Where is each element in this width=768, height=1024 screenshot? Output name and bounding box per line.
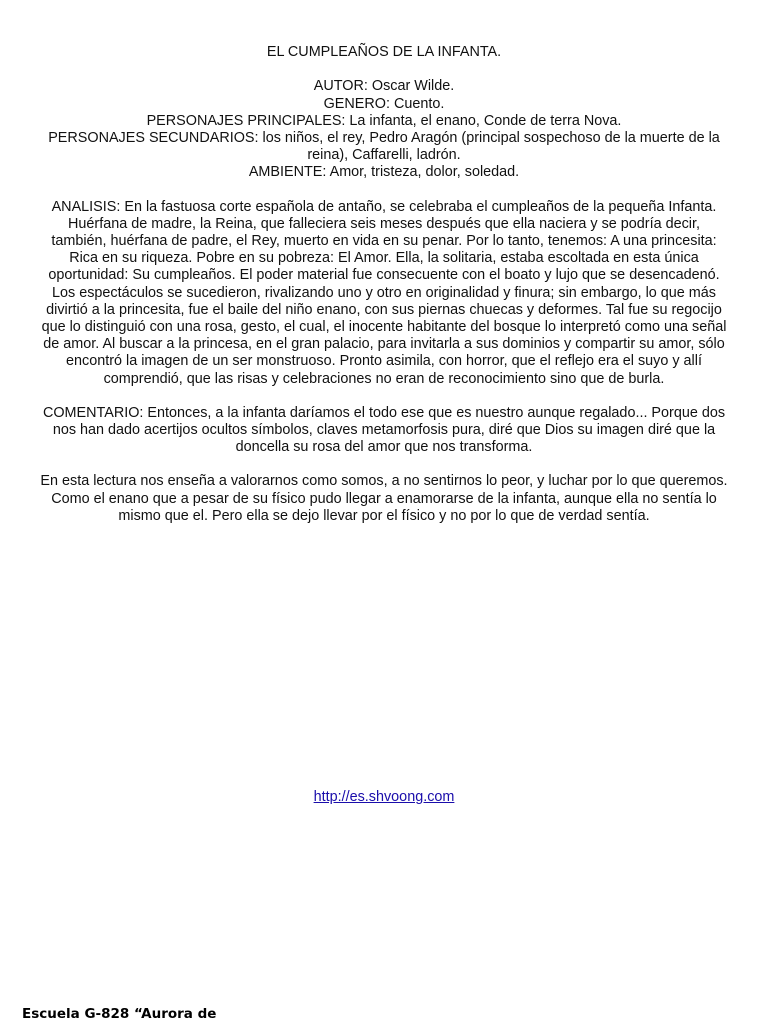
meta-author: AUTOR: Oscar Wilde. [313,78,455,95]
reflection-paragraph: En esta lectura nos enseña a valorarnos como somos, a no sentirnos lo peor, y luchar por lo que queremos. Como el enano que a pesar de su físico pudo llegar a enamorarse de la infanta, aunque ella no sentía lo mismo que el. Pero ella se dejo llevar por el físico y no por lo que de verdad sentía. [40,473,728,524]
comment-paragraph: COMENTARIO: Entonces, a la infanta daríamos el todo ese que es nuestro aunque regalado... Porque dos nos han dado acertijos ocultos símbolos, claves metamorfosis pura, diré que Dios su imagen diré que la doncella su rosa del amor que nos transforma. [42,404,726,456]
meta-genre: GENERO: Cuento. [323,95,445,112]
footer-school-name: Escuela G-828 “Aurora de [22,1006,217,1022]
document-title: EL CUMPLEAÑOS DE LA INFANTA. [266,44,502,60]
meta-setting: AMBIENTE: Amor, tristeza, dolor, soledad. [248,164,520,181]
source-link[interactable]: http://es.shvoong.com [313,789,455,805]
analysis-paragraph: ANALISIS: En la fastuosa corte española de antaño, se celebraba el cumpleaños de la pequeña Infanta. Huérfana de madre, la Reina, que falleciera seis meses después que ella naciera y se podría decir, también, huérfana de padre, el Rey, muerto en vida en su penar. Por lo tanto, tenemos: A una princesita: Rica en su riqueza. Pobre en su pobreza: El Amor. Ella, la solitaria, estaba escoltada en esta única oportunidad: Su cumpleaños. El poder material fue consecuente con el boato y lujo que se desencadenó. Los espectáculos se sucedieron, rivalizando uno y otro en originalidad y finura; sin embargo, lo que más divirtió a la princesita, fue el baile del niño enano, con sus piernas chuecas y deformes. Tal fue su regocijo que lo distinguió con una rosa, gesto, el cual, el inocente habitante del bosque lo interpretó como una señal de amor. Al buscar a la princesa, en el gran palacio, para invitarla a sus dominios y compartir su amor, sólo encontró la imagen de un ser monstruoso. Pronto asimila, con horror, que el reflejo era el suyo y allí comprendió, que las risas y celebraciones no eran de reconocimiento sino que de burla. [41,198,727,387]
document-body [40,44,728,525]
meta-main-characters: PERSONAJES PRINCIPALES: La infanta, el enano, Conde de terra Nova. [146,112,622,129]
meta-secondary-characters: PERSONAJES SECUNDARIOS: los niños, el rey, Pedro Aragón (principal sospechoso de la muerte de la reina), Caffarelli, ladrón. [48,130,720,164]
source-link-container [0,789,768,806]
